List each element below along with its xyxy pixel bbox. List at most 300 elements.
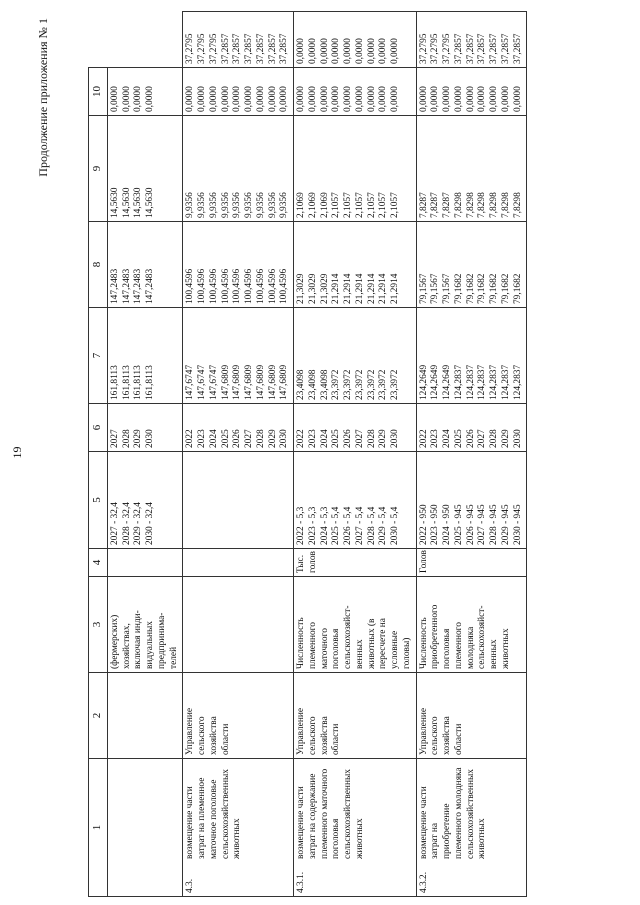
- cont-year-value: 2029: [133, 429, 144, 448]
- section-targets: [294, 452, 417, 549]
- cont-indicator-cell: [107, 577, 183, 673]
- section-total-value: 124,2837: [500, 364, 511, 400]
- column-header-2: 2: [89, 673, 108, 759]
- cont-total-value: 161,8113: [109, 365, 120, 400]
- section-federal-value: 21,2914: [378, 273, 389, 304]
- section-municipal-value: 0,0000: [500, 86, 511, 112]
- cont-regional-cell: [107, 116, 183, 222]
- section-year-value: 2025: [453, 429, 464, 448]
- section-total-value: 23,4098: [296, 369, 306, 400]
- section-federal-value: 100,4596: [197, 268, 207, 304]
- section-number-title-cell: [183, 759, 294, 897]
- section-other-value: 0,0000: [296, 38, 306, 64]
- section-regional-value: 7,8298: [477, 192, 488, 218]
- section-total-value: 147,6809: [267, 364, 278, 400]
- section-municipal-value: 0,0000: [477, 86, 488, 112]
- section-municipal-value: 0,0000: [197, 86, 207, 112]
- section-title-line: животных: [477, 818, 488, 859]
- section-federal: [294, 222, 417, 308]
- section-regional-value: 2,1057: [366, 192, 377, 218]
- section-regional-value: 2,1057: [390, 192, 400, 218]
- section-other-value: 37,2857: [477, 33, 488, 64]
- section-indicator-line: Численность: [418, 617, 429, 669]
- section-indicator-line: пересчете на: [378, 618, 389, 669]
- section-title-line: животных: [354, 818, 365, 859]
- section-federal-value: 100,4596: [220, 268, 231, 304]
- section-total-value: 23,3972: [354, 369, 365, 400]
- section-total-value: 124,2837: [477, 364, 488, 400]
- section-federal-value: 21,3029: [296, 273, 306, 304]
- section-municipal-value: 0,0000: [244, 86, 254, 112]
- section-federal-value: 100,4596: [208, 268, 219, 304]
- section-municipal-value: 0,0000: [354, 86, 365, 112]
- cont-target-value: 2028 - 32,4: [121, 502, 132, 545]
- cont-regional-value: 14,5630: [145, 187, 155, 218]
- section-executor-line: области: [331, 723, 342, 755]
- cont-other-cell: [107, 68, 183, 116]
- section-target-value: 2022 - 950: [418, 504, 429, 545]
- section-title-line: племенного маточного: [319, 768, 330, 859]
- section-other-value: 0,0000: [366, 38, 377, 64]
- section-total-value: 147,6809: [232, 364, 243, 400]
- section-unit: [416, 549, 527, 577]
- section-total-value: 147,6747: [185, 364, 196, 400]
- section-regional-value: 7,8298: [465, 192, 476, 218]
- section-number-title-cell: [416, 759, 527, 897]
- section-indicator-line: венных: [354, 639, 365, 669]
- section-executor-line: хозяйства: [208, 716, 219, 755]
- section-federal-value: 21,2914: [354, 273, 365, 304]
- section-other: [416, 12, 527, 68]
- section-regional-value: 7,8287: [418, 192, 429, 218]
- section-title-line: затрат на племенное: [197, 777, 207, 859]
- section-indicator-line: племенного: [453, 622, 464, 669]
- section-executor: [294, 673, 417, 759]
- section-year-value: 2023: [430, 429, 441, 448]
- cont-other-value: 0,0000: [133, 86, 144, 112]
- section-total-value: 23,3972: [366, 369, 377, 400]
- section-regional-value: 7,8298: [453, 192, 464, 218]
- column-header-7: 7: [89, 308, 108, 404]
- section-year-value: 2024: [319, 429, 330, 448]
- section-municipal-value: 0,0000: [255, 86, 266, 112]
- section-municipal-value: 0,0000: [418, 86, 429, 112]
- section-title-line: племенного молодняка: [453, 767, 464, 859]
- section-title: [419, 767, 490, 859]
- section-regional-value: 7,8298: [500, 192, 511, 218]
- section-total-value: 124,2649: [418, 364, 429, 400]
- section-executor-line: Управление: [296, 707, 306, 755]
- column-header-9: 9: [89, 116, 108, 222]
- section-executor-line: Управление: [185, 707, 196, 755]
- section-total-value: 147,6809: [220, 364, 231, 400]
- section-indicator-line: сельскохозяйст-: [477, 605, 488, 669]
- section-other-value: 37,2857: [232, 33, 243, 64]
- section-total: [183, 308, 294, 404]
- section-other-value: 37,2857: [220, 33, 231, 64]
- column-header-3: 3: [89, 577, 108, 673]
- section-total-value: 23,3972: [343, 369, 353, 400]
- section-other-value: 37,2857: [279, 33, 290, 64]
- cont-regional-value: 14,5630: [133, 187, 144, 218]
- section-regional-value: 7,8287: [430, 192, 441, 218]
- section-years: [416, 404, 527, 452]
- section-regional-value: 7,8298: [512, 192, 523, 218]
- section-row: [416, 12, 527, 897]
- section-target-value: 2028 - 945: [489, 504, 499, 545]
- cont-indicator-line: видуальных: [145, 621, 155, 669]
- cont-target-value: 2027 - 32,4: [109, 502, 120, 545]
- cont-federal-value: 147,2483: [133, 268, 144, 304]
- section-total-value: 147,6809: [244, 364, 254, 400]
- section-target-value: 2030 - 945: [512, 504, 523, 545]
- section-federal-value: 79,1567: [430, 273, 441, 304]
- section-total-value: 124,2837: [465, 364, 476, 400]
- section-total: [294, 308, 417, 404]
- column-header-10: 10: [89, 68, 108, 116]
- cont-target-value: 2029 - 32,4: [133, 502, 144, 545]
- section-executor-line: хозяйства: [442, 716, 452, 755]
- cont-target-value: 2030 - 32,4: [145, 502, 155, 545]
- section-indicator-line: молодняка: [465, 626, 476, 669]
- section-other-value: 37,2795: [197, 33, 207, 64]
- section-total-value: 124,2837: [453, 364, 464, 400]
- section-other-value: 0,0000: [307, 38, 318, 64]
- section-executor: [416, 673, 527, 759]
- section-regional-value: 2,1057: [378, 192, 389, 218]
- section-other-value: 37,2857: [500, 33, 511, 64]
- cont-federal-value: 147,2483: [145, 268, 155, 304]
- section-executor-line: Управление: [418, 707, 429, 755]
- cont-executor-cell: [107, 673, 183, 759]
- section-unit: [183, 549, 294, 577]
- section-executor-line: сельского: [197, 716, 207, 755]
- section-municipal-value: 0,0000: [279, 86, 290, 112]
- continuation-row: [107, 12, 183, 897]
- cont-federal-value: 147,2483: [121, 268, 132, 304]
- section-total-value: 124,2649: [442, 364, 452, 400]
- section-target-value: 2029 - 945: [500, 504, 511, 545]
- section-regional: [183, 116, 294, 222]
- section-municipal-value: 0,0000: [220, 86, 231, 112]
- section-years: [183, 404, 294, 452]
- section-year-value: 2029: [267, 429, 278, 448]
- section-other-value: 37,2795: [442, 33, 452, 64]
- section-year-value: 2030: [279, 429, 290, 448]
- section-indicator-line: животных: [500, 628, 511, 669]
- section-federal-value: 100,4596: [185, 268, 196, 304]
- section-total-value: 147,6809: [255, 364, 266, 400]
- section-number: 4.3.1.: [296, 871, 306, 893]
- section-municipal-value: 0,0000: [390, 86, 400, 112]
- section-other-value: 37,2857: [512, 33, 523, 64]
- section-years: [294, 404, 417, 452]
- section-executor-line: хозяйства: [319, 716, 330, 755]
- section-federal-value: 21,3029: [307, 273, 318, 304]
- section-municipal-value: 0,0000: [465, 86, 476, 112]
- section-municipal-value: 0,0000: [430, 86, 441, 112]
- section-other-value: 37,2795: [430, 33, 441, 64]
- section-year-value: 2024: [442, 429, 452, 448]
- section-other-value: 37,2857: [465, 33, 476, 64]
- section-other-value: 37,2795: [208, 33, 219, 64]
- page-number: 19: [10, 446, 24, 459]
- section-municipal: [416, 68, 527, 116]
- section-executor-line: области: [220, 723, 231, 755]
- column-header-5: 5: [89, 452, 108, 549]
- program-measures-table: [88, 11, 527, 897]
- section-target-value: 2025 - 5,4: [331, 506, 342, 545]
- section-regional-value: 9,9356: [279, 192, 290, 218]
- section-municipal-value: 0,0000: [267, 86, 278, 112]
- section-year-value: 2029: [500, 429, 511, 448]
- section-municipal-value: 0,0000: [296, 86, 306, 112]
- section-year-value: 2030: [512, 429, 523, 448]
- section-regional-value: 2,1057: [331, 192, 342, 218]
- section-executor-line: сельского: [307, 716, 318, 755]
- column-header-6: 6: [89, 404, 108, 452]
- section-target-value: 2023 - 5,3: [307, 506, 318, 545]
- section-year-value: 2022: [185, 429, 196, 448]
- section-regional-value: 9,9356: [255, 192, 266, 218]
- section-federal-value: 21,2914: [390, 273, 400, 304]
- section-municipal-value: 0,0000: [232, 86, 243, 112]
- section-indicator-line: сельскохозяйст-: [343, 605, 353, 669]
- section-municipal-value: 0,0000: [307, 86, 318, 112]
- section-regional-value: 7,8298: [489, 192, 499, 218]
- section-municipal-value: 0,0000: [489, 86, 499, 112]
- column-header-8: 8: [89, 222, 108, 308]
- section-title-line: затрат на содержание: [307, 773, 318, 859]
- section-year-value: 2023: [197, 429, 207, 448]
- section-other-value: 0,0000: [331, 38, 342, 64]
- section-indicator-line: племенного: [307, 622, 318, 669]
- section-regional-value: 2,1057: [343, 192, 353, 218]
- section-year-value: 2027: [244, 429, 254, 448]
- section-regional-value: 7,8287: [442, 192, 452, 218]
- section-title-line: возмещение части: [418, 786, 429, 859]
- section-federal-value: 100,4596: [244, 268, 254, 304]
- column-header-4: 4: [89, 549, 108, 577]
- section-title-line: сельскохозяйственных: [343, 769, 353, 859]
- section-target-value: 2025 - 945: [453, 504, 464, 545]
- cont-total-cell: [107, 308, 183, 404]
- section-title-line: затрат на: [430, 822, 441, 859]
- section-federal-value: 79,1682: [489, 273, 499, 304]
- section-municipal-value: 0,0000: [442, 86, 452, 112]
- section-title-line: маточное поголовье: [208, 779, 219, 859]
- section-federal-value: 79,1682: [465, 273, 476, 304]
- section-other-value: 37,2857: [267, 33, 278, 64]
- section-title-line: возмещение части: [296, 786, 306, 859]
- section-other-value: 0,0000: [390, 38, 400, 64]
- cont-year-cell: [107, 404, 183, 452]
- section-municipal: [294, 68, 417, 116]
- section-federal: [183, 222, 294, 308]
- cont-year-value: 2030: [145, 429, 155, 448]
- section-municipal-value: 0,0000: [185, 86, 196, 112]
- sections-body: [183, 12, 527, 897]
- cont-unit-cell: [107, 549, 183, 577]
- section-indicator-line: маточного: [319, 628, 330, 669]
- cont-year-value: 2028: [121, 429, 132, 448]
- section-other-value: 0,0000: [354, 38, 365, 64]
- section-municipal-value: 0,0000: [512, 86, 523, 112]
- cont-other-value: 0,0000: [121, 86, 132, 112]
- section-title-line: возмещение части: [185, 786, 196, 859]
- cont-total-value: 161,8113: [121, 365, 132, 400]
- section-other-value: 37,2857: [244, 33, 254, 64]
- section-regional-value: 9,9356: [244, 192, 254, 218]
- cont-federal-value: 147,2483: [109, 268, 120, 304]
- section-number: 4.3.2.: [418, 871, 429, 893]
- section-federal: [416, 222, 527, 308]
- section-municipal: [183, 68, 294, 116]
- section-total-value: 23,4098: [307, 369, 318, 400]
- section-other-value: 37,2857: [255, 33, 266, 64]
- section-title: [185, 769, 244, 859]
- section-federal-value: 79,1682: [500, 273, 511, 304]
- cont-regional-value: 14,5630: [109, 187, 120, 218]
- section-federal-value: 79,1682: [512, 273, 523, 304]
- section-federal-value: 100,4596: [279, 268, 290, 304]
- section-year-value: 2022: [418, 429, 429, 448]
- cont-indicator-line: хозяйствах,: [121, 623, 132, 669]
- section-indicator-line: Численность: [296, 617, 306, 669]
- column-number-row: [89, 12, 108, 897]
- section-regional-value: 2,1069: [307, 192, 318, 218]
- cont-target-cell: [107, 452, 183, 549]
- section-target-value: 2022 - 5,3: [296, 506, 306, 545]
- section-total-value: 147,6747: [208, 364, 219, 400]
- section-year-value: 2028: [489, 429, 499, 448]
- section-other-value: 37,2795: [185, 33, 196, 64]
- section-total-value: 23,4098: [319, 369, 330, 400]
- section-total-value: 23,3972: [378, 369, 389, 400]
- section-other-value: 0,0000: [378, 38, 389, 64]
- section-year-value: 2027: [477, 429, 488, 448]
- appendix-continuation-note: Продолжение приложения № 1: [36, 18, 50, 177]
- section-target-value: 2026 - 945: [465, 504, 476, 545]
- section-year-value: 2025: [220, 429, 231, 448]
- cont-indicator-line: включая инди-: [133, 610, 144, 669]
- section-target-value: 2030 - 5,4: [390, 506, 400, 545]
- section-target-value: 2026 - 5,4: [343, 506, 353, 545]
- section-number: 4.3.: [185, 878, 196, 893]
- section-row: [183, 12, 294, 897]
- section-unit-line: Голов: [418, 550, 429, 573]
- section-federal-value: 100,4596: [267, 268, 278, 304]
- section-unit: [294, 549, 417, 577]
- section-executor: [183, 673, 294, 759]
- section-municipal-value: 0,0000: [453, 86, 464, 112]
- cont-other-value: 0,0000: [145, 86, 155, 112]
- section-total-value: 23,3972: [390, 369, 400, 400]
- section-title-line: сельскохозяйственных: [465, 769, 476, 859]
- section-title-line: приобретение: [442, 803, 452, 859]
- section-target-value: 2023 - 950: [430, 504, 441, 545]
- section-municipal-value: 0,0000: [366, 86, 377, 112]
- section-regional-value: 9,9356: [185, 192, 196, 218]
- section-total-value: 147,6809: [279, 364, 290, 400]
- section-other-value: 37,2857: [489, 33, 499, 64]
- section-year-value: 2026: [343, 429, 353, 448]
- section-year-value: 2024: [208, 429, 219, 448]
- section-indicator: [416, 577, 527, 673]
- section-number-title-cell: [294, 759, 417, 897]
- section-executor-line: области: [453, 723, 464, 755]
- section-row: [294, 12, 417, 897]
- section-year-value: 2022: [296, 429, 306, 448]
- section-municipal-value: 0,0000: [319, 86, 330, 112]
- section-regional-value: 2,1057: [354, 192, 365, 218]
- section-target-value: 2027 - 945: [477, 504, 488, 545]
- section-regional-value: 9,9356: [208, 192, 219, 218]
- section-municipal-value: 0,0000: [331, 86, 342, 112]
- section-total-value: 124,2649: [430, 364, 441, 400]
- section-regional-value: 9,9356: [197, 192, 207, 218]
- section-total: [416, 308, 527, 404]
- cont-indicator-line: (фермерских): [109, 614, 120, 669]
- section-year-value: 2023: [307, 429, 318, 448]
- section-indicator-line: поголовья: [331, 628, 342, 669]
- cont-other-value: 0,0000: [109, 86, 120, 112]
- section-federal-value: 21,2914: [366, 273, 377, 304]
- section-regional-value: 9,9356: [232, 192, 243, 218]
- section-indicator-line: животных (в: [366, 618, 377, 669]
- section-indicator-line: условные: [390, 630, 400, 669]
- section-year-value: 2026: [465, 429, 476, 448]
- section-federal-value: 79,1567: [442, 273, 452, 304]
- section-target-value: 2029 - 5,4: [378, 506, 389, 545]
- section-indicator-line: венных: [489, 639, 499, 669]
- section-title-line: поголовья: [331, 818, 342, 859]
- section-regional-value: 9,9356: [220, 192, 231, 218]
- section-indicator-line: головы): [401, 637, 412, 669]
- cont-indicator-line: телей: [168, 646, 179, 669]
- section-other-value: 37,2795: [418, 33, 429, 64]
- section-total-value: 147,6747: [197, 364, 207, 400]
- section-regional-value: 2,1069: [296, 192, 306, 218]
- section-unit-line: голов: [307, 551, 318, 573]
- section-title: [296, 769, 367, 859]
- section-title-line: животных: [232, 818, 243, 859]
- section-other-value: 0,0000: [319, 38, 330, 64]
- section-indicator-line: поголовья: [442, 628, 452, 669]
- section-federal-value: 100,4596: [232, 268, 243, 304]
- section-year-value: 2030: [390, 429, 400, 448]
- section-total-value: 124,2837: [512, 364, 523, 400]
- cont-total-value: 161,8113: [145, 365, 155, 400]
- section-municipal-value: 0,0000: [208, 86, 219, 112]
- cont-federal-cell: [107, 222, 183, 308]
- section-indicator-line: приобретенного: [430, 604, 441, 669]
- section-target-value: 2024 - 950: [442, 504, 452, 545]
- section-regional-value: 2,1069: [319, 192, 330, 218]
- cont-regional-value: 14,5630: [121, 187, 132, 218]
- section-total-value: 124,2837: [489, 364, 499, 400]
- section-indicator: [294, 577, 417, 673]
- cont-indicator-line: предпринима-: [156, 612, 167, 669]
- section-other: [294, 12, 417, 68]
- section-year-value: 2026: [232, 429, 243, 448]
- section-title-line: сельскохозяйственных: [220, 769, 231, 859]
- section-regional: [416, 116, 527, 222]
- section-year-value: 2027: [354, 429, 365, 448]
- section-federal-value: 79,1682: [477, 273, 488, 304]
- section-municipal-value: 0,0000: [378, 86, 389, 112]
- section-federal-value: 21,3029: [319, 273, 330, 304]
